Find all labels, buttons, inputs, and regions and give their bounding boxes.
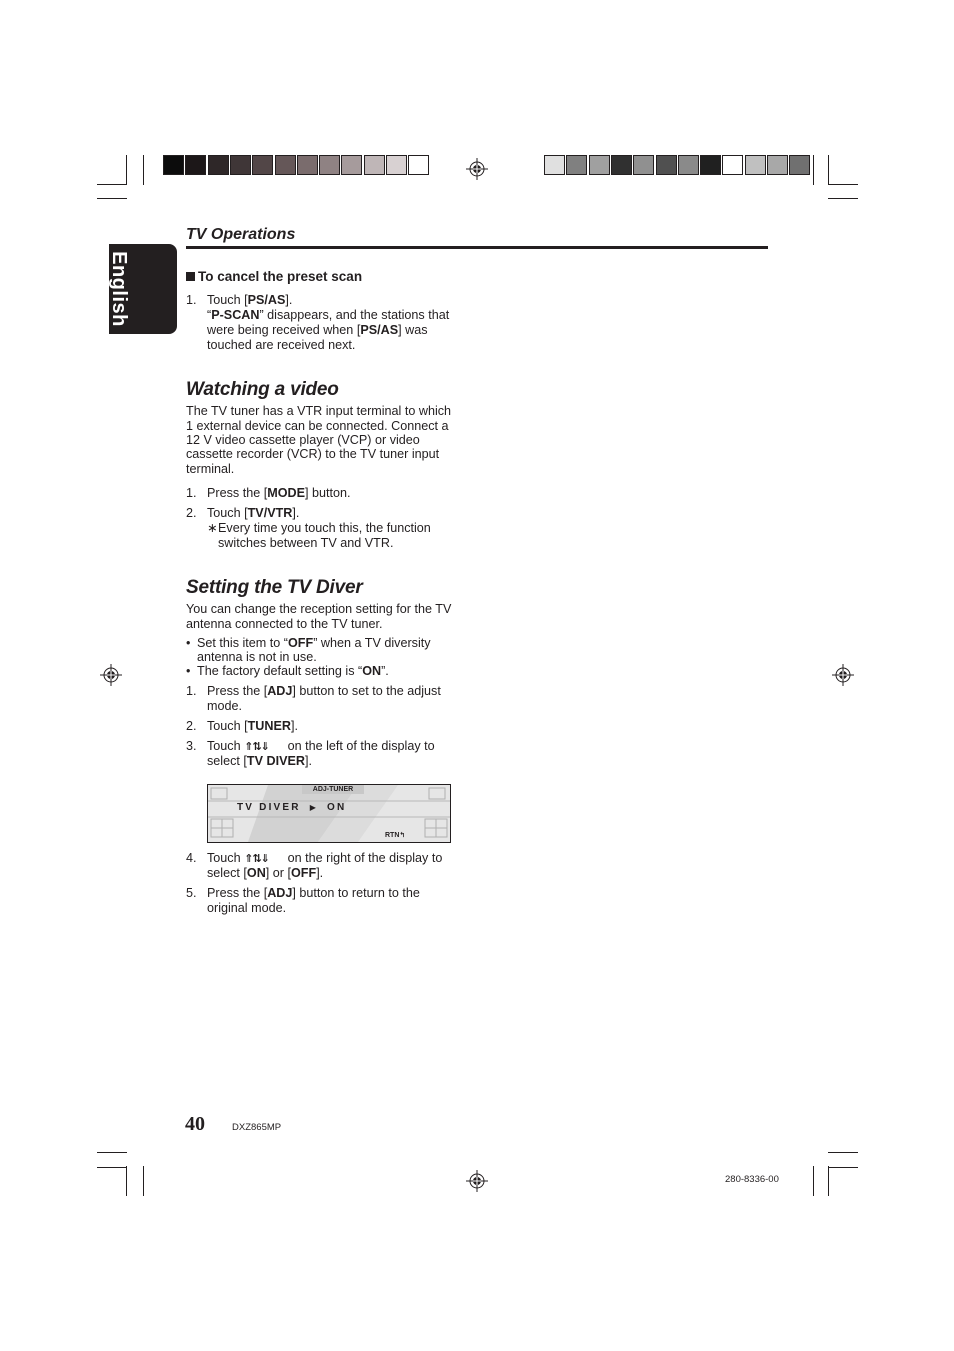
step-text: original mode. — [207, 901, 287, 915]
color-swatch — [633, 155, 654, 175]
registration-mark-icon — [832, 664, 854, 686]
color-swatch — [722, 155, 743, 175]
up-down-arrows-icon: ⇑⇅⇓ — [244, 741, 269, 753]
watching-title: Watching a video — [186, 379, 339, 400]
display-value: ON — [327, 802, 347, 813]
color-swatch — [789, 155, 810, 175]
paragraph-line: terminal. — [186, 462, 235, 476]
cancel-scan-heading: To cancel the preset scan — [186, 269, 362, 284]
step-text: mode. — [207, 699, 243, 713]
registration-mark-icon — [466, 158, 488, 180]
step-text: Press the [ADJ] button to set to the adjust — [207, 684, 441, 698]
header-rule — [186, 246, 768, 249]
model-number: DXZ865MP — [232, 1122, 282, 1133]
step-text: select [TV DIVER]. — [207, 754, 312, 768]
setting-title: Setting the TV Diver — [186, 577, 363, 598]
paragraph-line: 12 V video cassette player (VCP) or video — [186, 433, 420, 447]
color-swatch — [566, 155, 587, 175]
note-mark: ∗ — [207, 521, 218, 535]
bullet: • — [186, 636, 191, 650]
step-number: 3. — [186, 739, 197, 753]
paragraph-line: cassette recorder (VCR) to the TV tuner input — [186, 447, 440, 461]
color-swatch — [341, 155, 362, 175]
display-header: ADJ-TUNER — [302, 785, 364, 794]
step-text: Touch ⇑⇅⇓ on the left of the display to — [207, 739, 435, 753]
color-swatch — [252, 155, 273, 175]
step-number: 1. — [186, 684, 197, 698]
step-number: 4. — [186, 851, 197, 865]
return-label: RTN↰ — [385, 832, 406, 839]
step-number: 1. — [186, 293, 197, 307]
page-number: 40 — [185, 1113, 205, 1135]
paragraph-line: 1 external device can be connected. Connect a — [186, 419, 449, 433]
language-tab-label: English — [108, 251, 130, 327]
step-text: Press the [MODE] button. — [207, 486, 351, 500]
step-text: Press the [ADJ] button to return to the — [207, 886, 420, 900]
color-swatch — [589, 155, 610, 175]
step-number: 2. — [186, 506, 197, 520]
color-swatch — [544, 155, 565, 175]
color-swatch — [230, 155, 251, 175]
step-number: 2. — [186, 719, 197, 733]
paragraph-line: You can change the reception setting for the TV — [186, 602, 452, 616]
step-text: touched are received next. — [207, 338, 356, 352]
display-row — [237, 801, 346, 815]
display-label: TV DIVER — [237, 802, 301, 813]
color-swatch — [656, 155, 677, 175]
bullet-text: The factory default setting is “ON”. — [197, 664, 389, 678]
step-text: Touch [PS/AS]. — [207, 293, 293, 307]
color-swatch — [767, 155, 788, 175]
step-text: Touch [TV/VTR]. — [207, 506, 300, 520]
note-text: Every time you touch this, the function — [218, 521, 431, 535]
registration-mark-icon — [100, 664, 122, 686]
note-text: switches between TV and VTR. — [218, 536, 394, 550]
color-swatch — [386, 155, 407, 175]
color-swatch — [700, 155, 721, 175]
color-swatch — [611, 155, 632, 175]
color-swatch — [408, 155, 429, 175]
color-swatch — [163, 155, 184, 175]
step-text: were being received when [PS/AS] was — [207, 323, 428, 337]
color-swatch — [185, 155, 206, 175]
bullet: • — [186, 664, 191, 678]
step-number: 5. — [186, 886, 197, 900]
step-text: Touch ⇑⇅⇓ on the right of the display to — [207, 851, 443, 865]
paragraph-line: antenna connected to the TV tuner. — [186, 617, 383, 631]
play-arrow-icon: ▶ — [309, 803, 319, 812]
step-text: “P-SCAN” disappears, and the stations that — [207, 308, 450, 322]
bullet-text: Set this item to “OFF” when a TV diversity — [197, 636, 431, 650]
color-swatch — [208, 155, 229, 175]
color-swatch — [678, 155, 699, 175]
color-swatch — [297, 155, 318, 175]
color-swatch — [275, 155, 296, 175]
section-header: TV Operations — [186, 226, 296, 243]
document-code: 280-8336-00 — [725, 1174, 779, 1185]
paragraph-line: The TV tuner has a VTR input terminal to which — [186, 404, 452, 418]
color-swatch — [745, 155, 766, 175]
registration-mark-icon — [466, 1170, 488, 1192]
up-down-arrows-icon: ⇑⇅⇓ — [244, 853, 269, 865]
tuner-display — [207, 784, 451, 843]
language-tab — [109, 244, 177, 334]
color-swatch — [364, 155, 385, 175]
step-text: Touch [TUNER]. — [207, 719, 298, 733]
color-swatch — [319, 155, 340, 175]
step-text: select [ON] or [OFF]. — [207, 866, 324, 880]
step-number: 1. — [186, 486, 197, 500]
bullet-text: antenna is not in use. — [197, 650, 317, 664]
square-bullet-icon — [186, 272, 195, 281]
